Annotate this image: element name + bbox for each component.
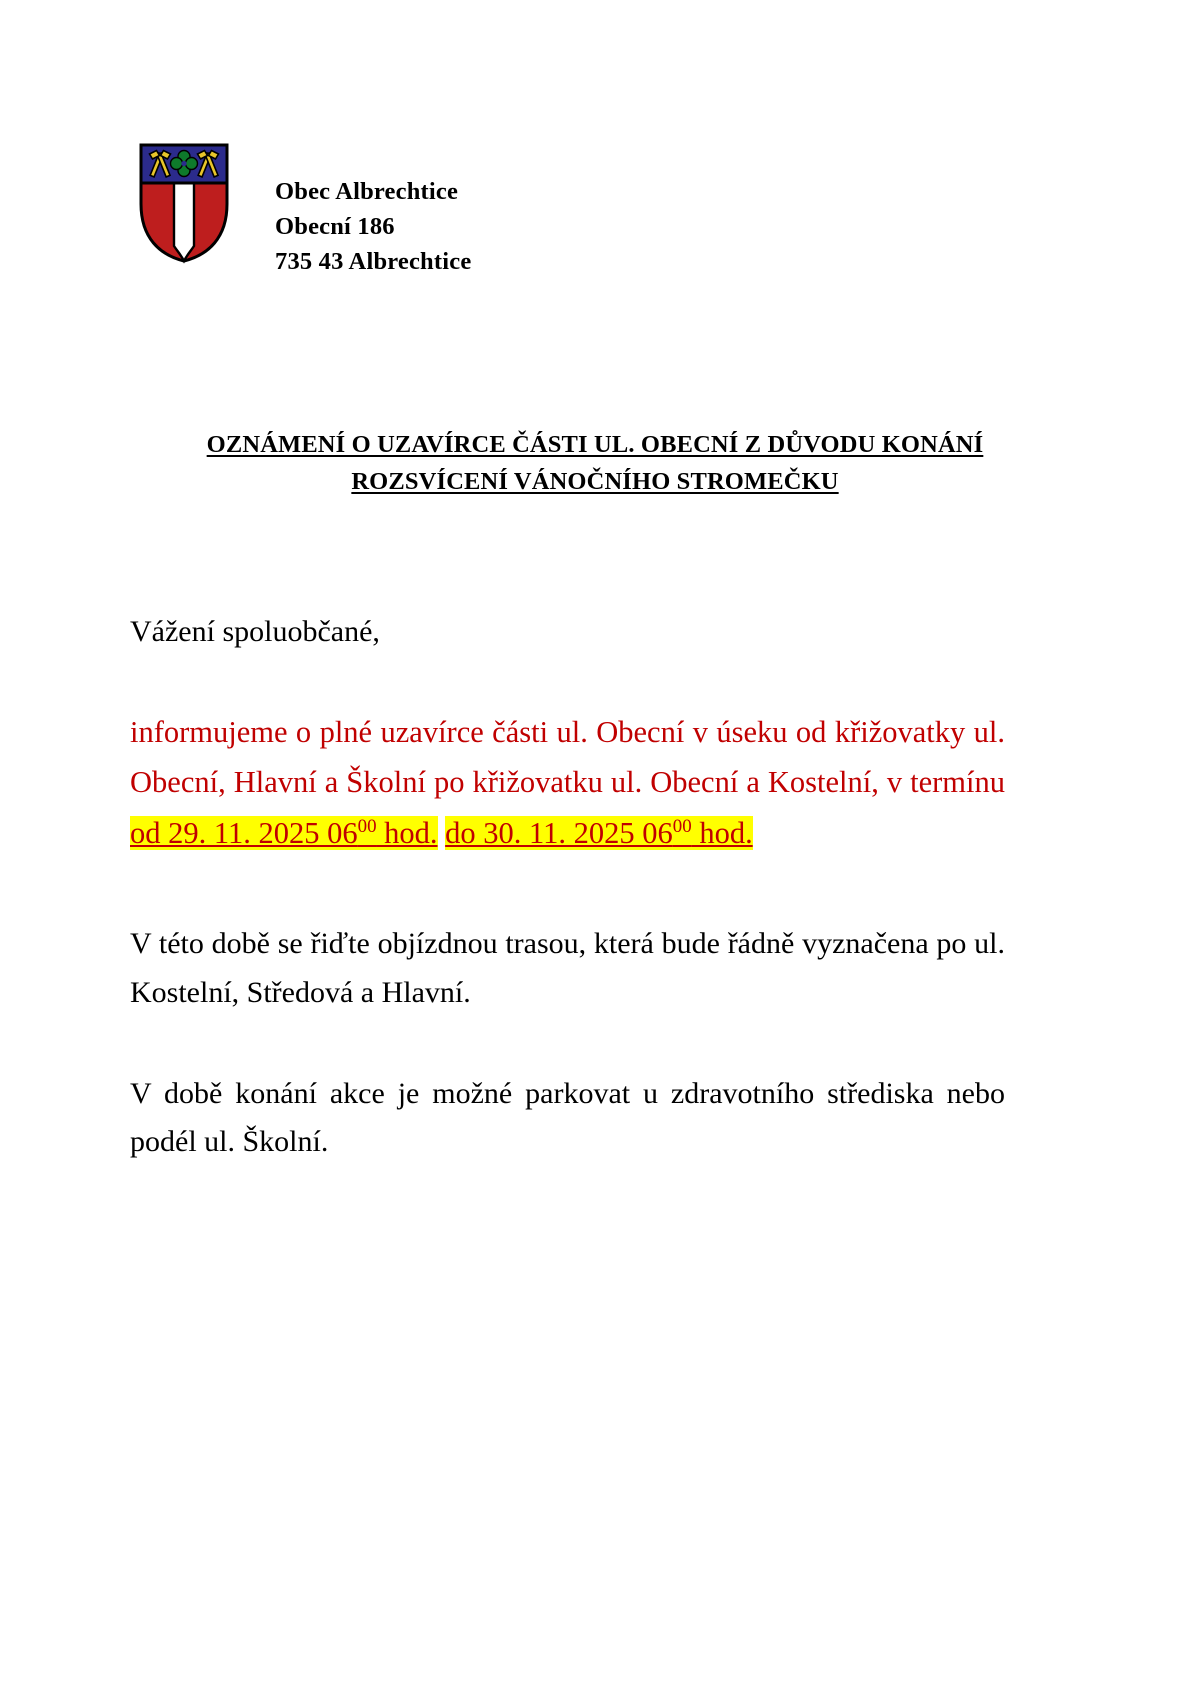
page-title <box>95 428 1095 500</box>
document-body <box>130 608 1005 1167</box>
closure-from-prefix: od 29. 11. 2025 06 <box>130 815 358 850</box>
closure-to-highlight <box>445 816 753 850</box>
greeting-line: Vážení spoluobčané, <box>130 615 380 648</box>
detour-paragraph: V této době se řiďte objízdnou trasou, která bude řádně vyznačena po ul. Kostelní, Středová a Hlavní. <box>130 927 1005 1010</box>
closure-to-superscript: 00 <box>672 815 692 837</box>
parking-paragraph: V době konání akce je možné parkovat u zdravotního střediska nebo podél ul. Školní. <box>130 1076 1005 1159</box>
closure-notice-paragraph <box>130 707 1005 859</box>
page-title-line-2: ROZSVÍCENÍ VÁNOČNÍHO STROMEČKU <box>351 467 839 495</box>
spacer <box>130 1018 1005 1070</box>
spacer <box>130 657 1005 707</box>
closure-from-suffix: hod. <box>376 815 438 850</box>
page-title-line-1: OZNÁMENÍ O UZAVÍRCE ČÁSTI UL. OBECNÍ Z DŮVODU KONÁNÍ <box>206 431 984 458</box>
closure-from-highlight <box>130 816 438 850</box>
closure-from-superscript: 00 <box>357 815 377 837</box>
organization-city: 735 43 Albrechtice <box>275 247 472 275</box>
spacer <box>130 858 1005 920</box>
organization-name: Obec Albrechtice <box>275 178 459 205</box>
letterhead <box>138 142 471 279</box>
organization-address <box>275 175 471 279</box>
closure-notice-lead: informujeme o plné uzavírce části ul. Obecní v úseku od křižovatky ul. Obecní, Hlavní a Školní po křižovatku ul. Obecní a Kostelní, v termínu <box>130 714 1005 800</box>
closure-to-suffix: hod. <box>691 815 753 850</box>
closure-to-prefix: do 30. 11. 2025 06 <box>445 815 673 850</box>
organization-street: Obecní 186 <box>275 212 395 240</box>
coat-of-arms-icon <box>138 142 230 264</box>
